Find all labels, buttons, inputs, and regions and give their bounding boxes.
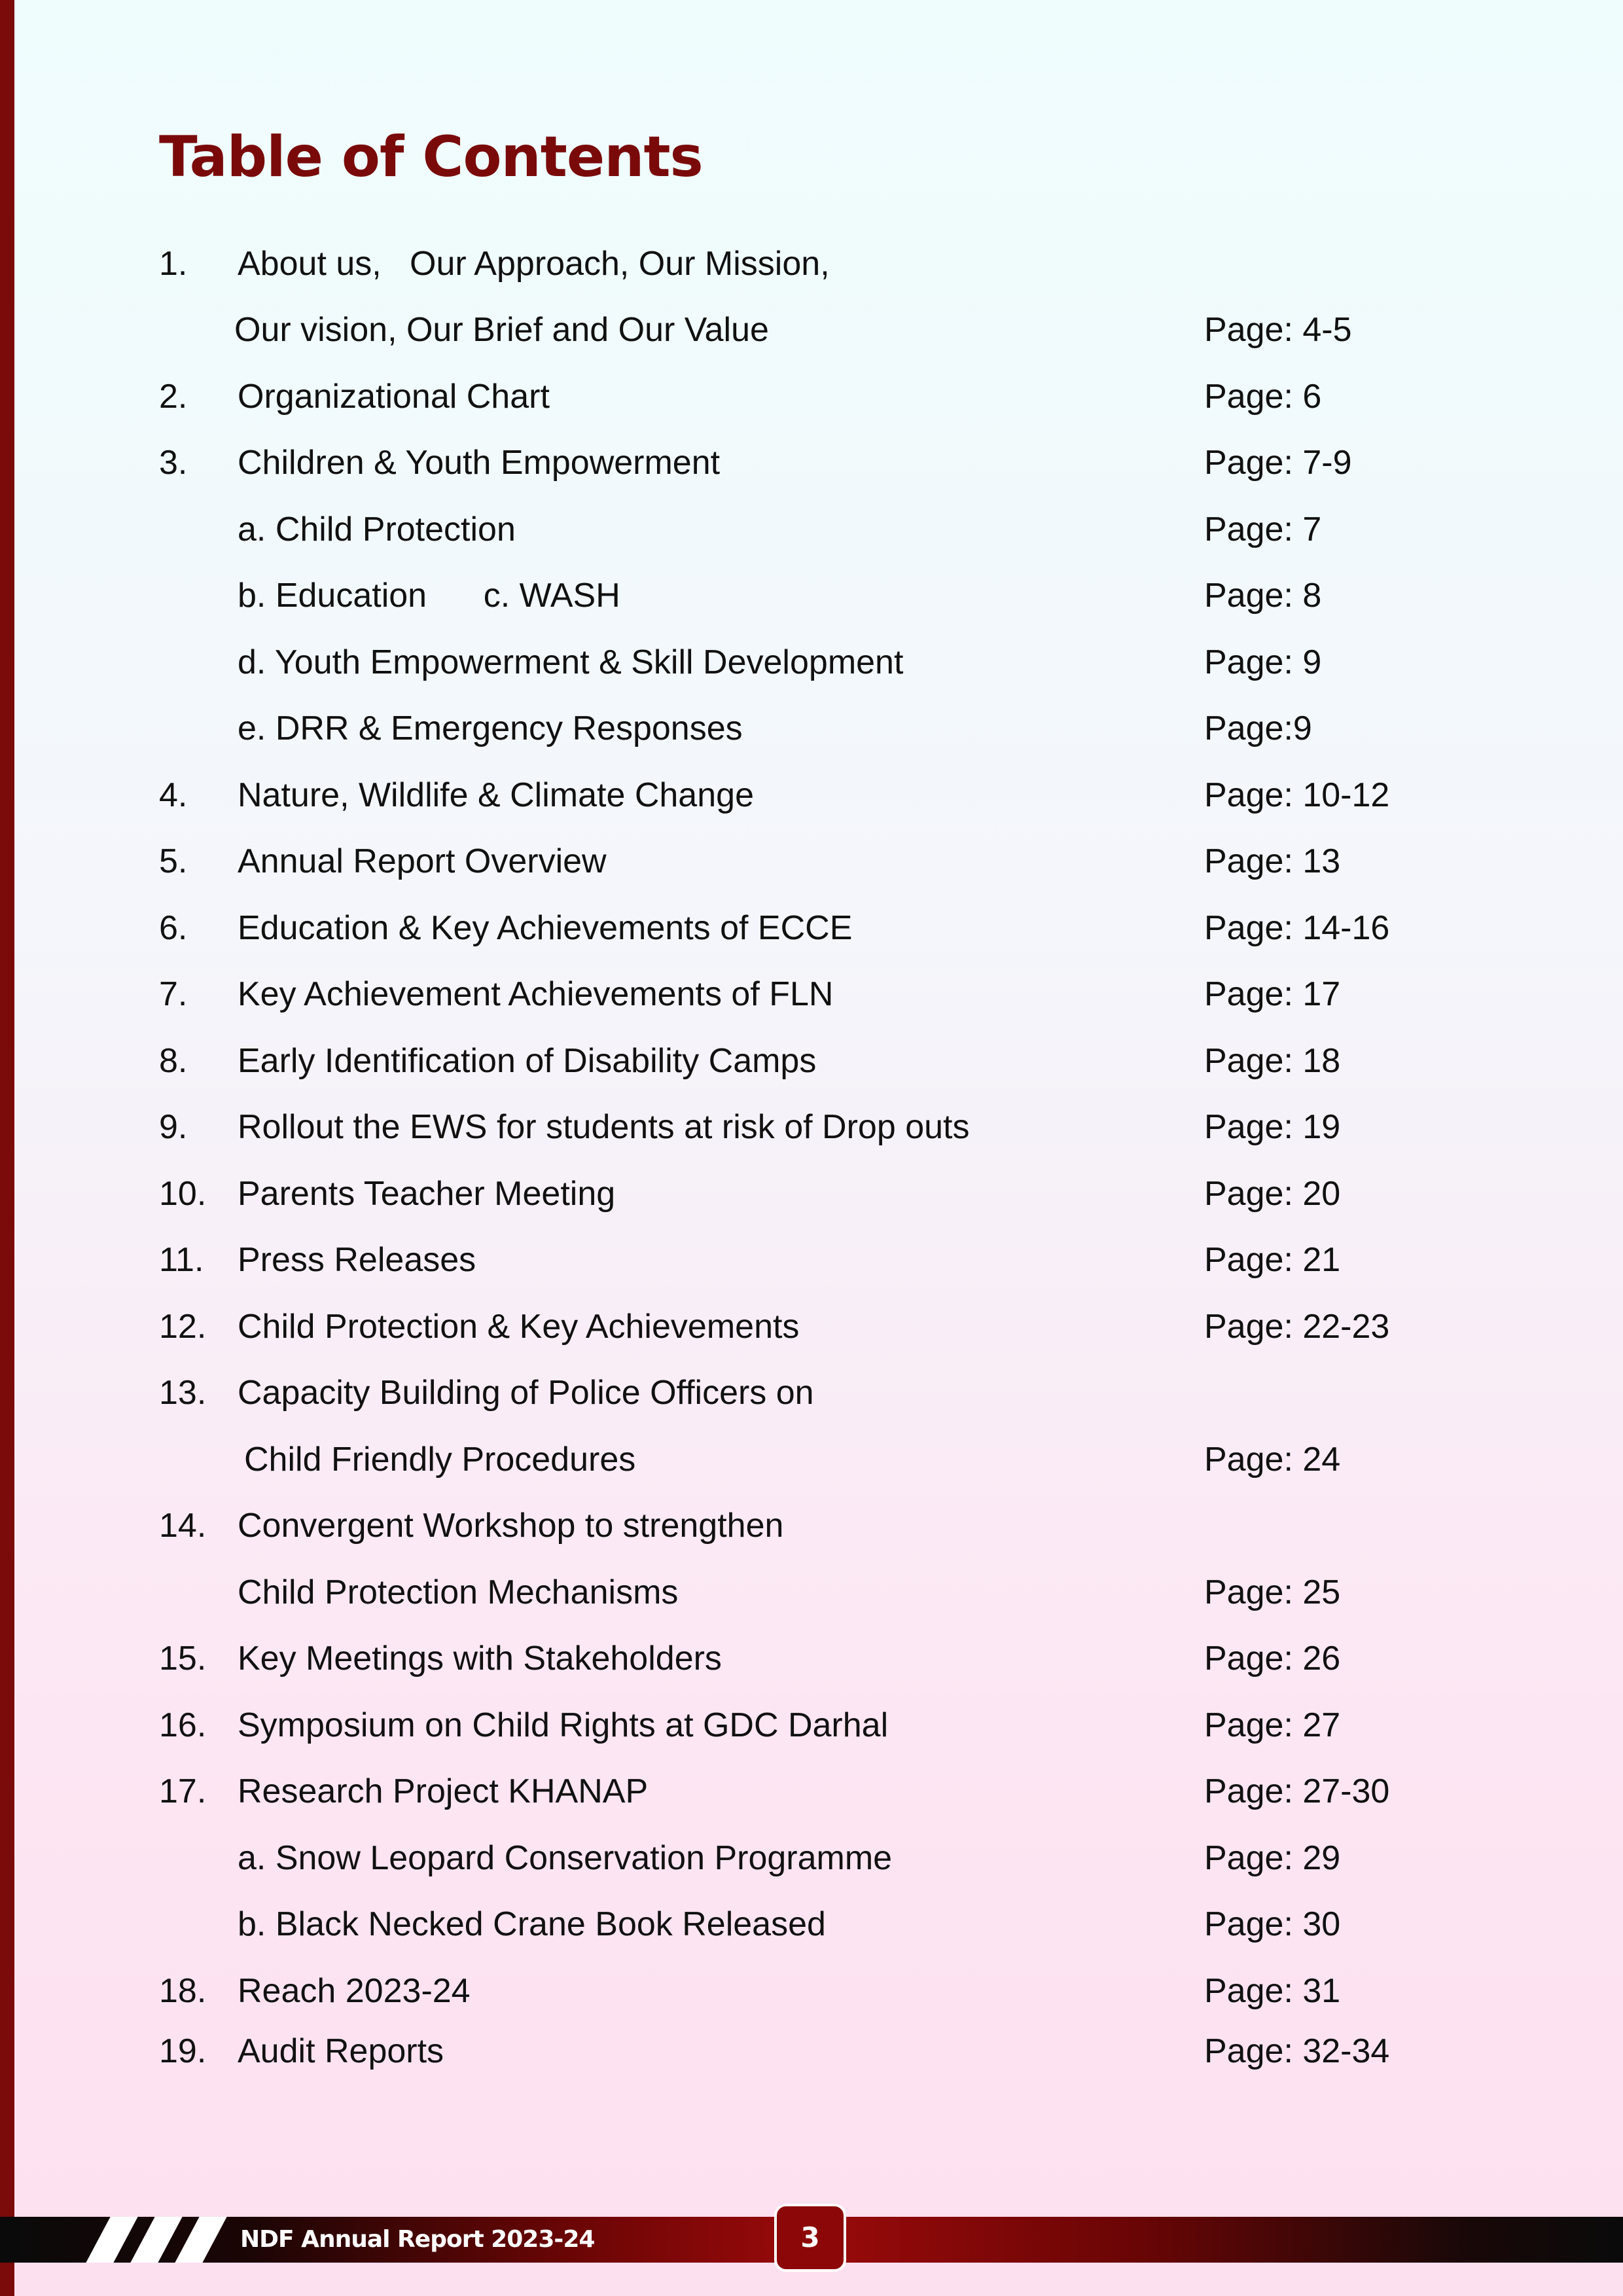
toc-entry [0,1825,1623,1892]
toc-entry [0,1028,1623,1094]
toc-number: 15. [159,1640,207,1677]
toc-page: Page: 24 [1204,1441,1341,1479]
footer-stripe [130,2217,182,2263]
toc-entry [0,1759,1623,1825]
toc-entry [0,961,1623,1028]
toc-label: Child Protection & Key Achievements [238,1308,800,1346]
toc-entry [0,231,1623,297]
toc-page: Page: 6 [1204,378,1322,416]
toc-label: Capacity Building of Police Officers on [238,1374,814,1412]
toc-entry [0,895,1623,961]
toc-label: b. Black Necked Crane Book Released [238,1905,826,1943]
toc-page: Page:9 [1204,709,1312,747]
toc-entry [0,1427,1623,1493]
toc-page: Page: 18 [1204,1042,1341,1080]
toc-label: Key Achievement Achievements of FLN [238,975,834,1013]
toc-number: 9. [159,1108,188,1146]
toc-number: 3. [159,444,188,482]
toc-page: Page: 13 [1204,842,1341,880]
toc-page: Page: 4-5 [1204,311,1352,349]
toc-page: Page: 7-9 [1204,444,1352,482]
toc-label: Children & Youth Empowerment [238,444,721,482]
toc-label: Research Project KHANAP [238,1772,649,1810]
toc-page: Page: 32-34 [1204,2032,1390,2070]
toc-number: 19. [159,2032,207,2070]
toc-label: Education & Key Achievements of ECCE [238,909,853,947]
toc-page: Page: 17 [1204,975,1341,1013]
toc-entry [0,696,1623,762]
toc-page: Page: 31 [1204,1972,1341,2010]
toc-number: 7. [159,975,188,1013]
toc-entry [0,1227,1623,1293]
toc-page: Page: 27 [1204,1706,1341,1744]
toc-label: Rollout the EWS for students at risk of Drop outs [238,1108,970,1146]
toc-label: About us, Our Approach, Our Mission, [238,245,830,283]
footer-report-title: NDF Annual Report 2023-24 [240,2226,595,2253]
toc-page: Page: 21 [1204,1241,1341,1279]
toc-page: Page: 19 [1204,1108,1341,1146]
toc-label: Nature, Wildlife & Climate Change [238,776,754,814]
page-number-badge: 3 [774,2204,846,2272]
toc-entry [0,497,1623,563]
toc-label: Child Protection Mechanisms [238,1573,679,1611]
toc-label: Convergent Workshop to strengthen [238,1507,784,1545]
footer-stripe [86,2217,137,2263]
toc-label: Key Meetings with Stakeholders [238,1640,722,1677]
toc-entry [0,1094,1623,1160]
toc-entry [0,1626,1623,1692]
toc-entry [0,1560,1623,1626]
toc-entry [0,2018,1623,2085]
toc-label: a. Child Protection [238,511,516,548]
toc-entry [0,1958,1623,2024]
toc-page: Page: 7 [1204,511,1322,548]
toc-number: 14. [159,1507,207,1545]
toc-label: Organizational Chart [238,378,550,416]
page-title: Table of Contents [159,124,703,190]
toc-number: 18. [159,1972,207,2010]
toc-label: Press Releases [238,1241,476,1279]
toc-number: 5. [159,842,188,880]
toc-page: Page: 10-12 [1204,776,1390,814]
toc-entry [0,1493,1623,1559]
toc-label: Reach 2023-24 [238,1972,471,2010]
toc-number: 11. [159,1241,204,1279]
toc-label: Parents Teacher Meeting [238,1175,616,1213]
toc-label: Symposium on Child Rights at GDC Darhal [238,1706,889,1744]
toc-entry [0,762,1623,829]
toc-label: e. DRR & Emergency Responses [238,709,743,747]
toc-number: 16. [159,1706,207,1744]
toc-number: 13. [159,1374,207,1412]
toc-page: Page: 26 [1204,1640,1341,1677]
toc-entry [0,1693,1623,1759]
toc-page: Page: 8 [1204,577,1322,615]
toc-page: Page: 30 [1204,1905,1341,1943]
toc-entry [0,1360,1623,1426]
toc-entry [0,430,1623,496]
toc-label: d. Youth Empowerment & Skill Development [238,643,904,681]
toc-entry [0,630,1623,696]
toc-entry [0,829,1623,895]
toc-label: Early Identification of Disability Camps [238,1042,817,1080]
toc-entry [0,297,1623,363]
toc-page: Page: 20 [1204,1175,1341,1213]
toc-label: Child Friendly Procedures [244,1441,636,1479]
toc-number: 12. [159,1308,207,1346]
toc-label: Our vision, Our Brief and Our Value [234,311,769,349]
toc-entry [0,1892,1623,1958]
toc-number: 17. [159,1772,207,1810]
toc-page: Page: 14-16 [1204,909,1390,947]
toc-label: Annual Report Overview [238,842,607,880]
toc-number: 1. [159,245,188,283]
toc-page: Page: 9 [1204,643,1322,681]
toc-page: Page: 27-30 [1204,1772,1390,1810]
toc-entry [0,364,1623,430]
toc-label: Audit Reports [238,2032,444,2070]
toc-number: 6. [159,909,188,947]
toc-page: Page: 22-23 [1204,1308,1390,1346]
toc-page: Page: 29 [1204,1839,1341,1877]
toc-page: Page: 25 [1204,1573,1341,1611]
toc-label: b. Education c. WASH [238,577,620,615]
toc-number: 4. [159,776,188,814]
toc-number: 2. [159,378,188,416]
toc-number: 10. [159,1175,207,1213]
toc-entry [0,1294,1623,1360]
footer-stripe [175,2217,226,2263]
toc-label: a. Snow Leopard Conservation Programme [238,1839,893,1877]
toc-entry [0,563,1623,629]
toc-entry [0,1161,1623,1227]
toc-number: 8. [159,1042,188,1080]
